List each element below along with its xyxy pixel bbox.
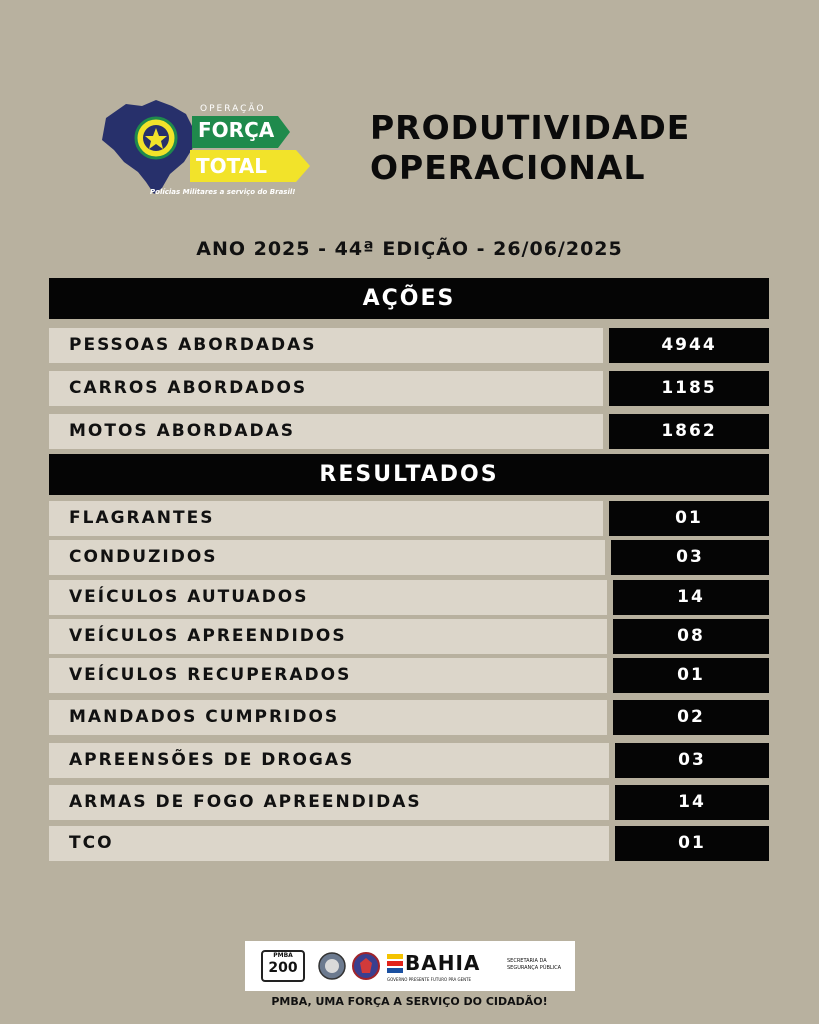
edition-subtitle: ANO 2025 - 44ª EDIÇÃO - 26/06/2025: [196, 238, 623, 260]
page-title: [370, 108, 690, 188]
row-label: MOTOS ABORDADAS: [49, 414, 603, 449]
row-label: PESSOAS ABORDADAS: [49, 328, 603, 363]
pmba-200-logo: [261, 950, 305, 982]
footer-slogan: PMBA, UMA FORÇA A SERVIÇO DO CIDADÃO!: [271, 995, 548, 1008]
row-value: 14: [615, 785, 769, 820]
row-label: VEÍCULOS APREENDIDOS: [49, 619, 607, 654]
row-value: 03: [611, 540, 769, 575]
table-row: [49, 540, 769, 575]
secretaria-text: SECRETARIA DA SEGURANÇA PÚBLICA: [507, 958, 562, 971]
table-row: [49, 619, 769, 654]
pmba-label: PMBA: [273, 952, 293, 959]
row-label: VEÍCULOS RECUPERADOS: [49, 658, 607, 693]
military-police-badge-icon: [351, 951, 381, 981]
logo-forca-text: FORÇA: [198, 118, 275, 142]
table-row: [49, 414, 769, 449]
table-row: [49, 371, 769, 406]
section-header-resultados: RESULTADOS: [49, 454, 769, 495]
row-value: 4944: [609, 328, 769, 363]
table-row: [49, 743, 769, 778]
row-label: CARROS ABORDADOS: [49, 371, 603, 406]
logo-operacao-text: OPERAÇÃO: [200, 104, 266, 114]
logo-total-text: TOTAL: [196, 154, 267, 178]
bahia-tagline: GOVERNO PRESENTE FUTURO PRA GENTE: [387, 977, 472, 982]
row-value: 01: [613, 658, 769, 693]
table-row: [49, 658, 769, 693]
table-row: [49, 826, 769, 861]
row-value: 14: [613, 580, 769, 615]
table-row: [49, 501, 769, 536]
pmba-years: 200: [268, 960, 298, 976]
row-label: ARMAS DE FOGO APREENDIDAS: [49, 785, 609, 820]
row-value: 01: [615, 826, 769, 861]
footer-logos: [245, 941, 575, 991]
row-value: 08: [613, 619, 769, 654]
row-value: 1862: [609, 414, 769, 449]
table-row: [49, 328, 769, 363]
row-label: TCO: [49, 826, 609, 861]
row-label: CONDUZIDOS: [49, 540, 605, 575]
row-value: 01: [609, 501, 769, 536]
row-value: 1185: [609, 371, 769, 406]
title-line-2: OPERACIONAL: [370, 148, 646, 187]
row-label: FLAGRANTES: [49, 501, 603, 536]
bahia-wordmark: BAHIA: [405, 951, 481, 975]
table-row: [49, 580, 769, 615]
row-value: 03: [615, 743, 769, 778]
police-badge-icon: [317, 951, 347, 981]
table-row: [49, 700, 769, 735]
row-value: 02: [613, 700, 769, 735]
section-header-acoes: AÇÕES: [49, 278, 769, 319]
title-line-1: PRODUTIVIDADE: [370, 108, 691, 147]
forca-total-logo: [98, 96, 314, 202]
bahia-logo: [387, 951, 501, 985]
row-label: VEÍCULOS AUTUADOS: [49, 580, 607, 615]
row-label: MANDADOS CUMPRIDOS: [49, 700, 607, 735]
logo-slogan-text: Polícias Militares a serviço do Brasil!: [150, 188, 296, 196]
table-row: [49, 785, 769, 820]
row-label: APREENSÕES DE DROGAS: [49, 743, 609, 778]
